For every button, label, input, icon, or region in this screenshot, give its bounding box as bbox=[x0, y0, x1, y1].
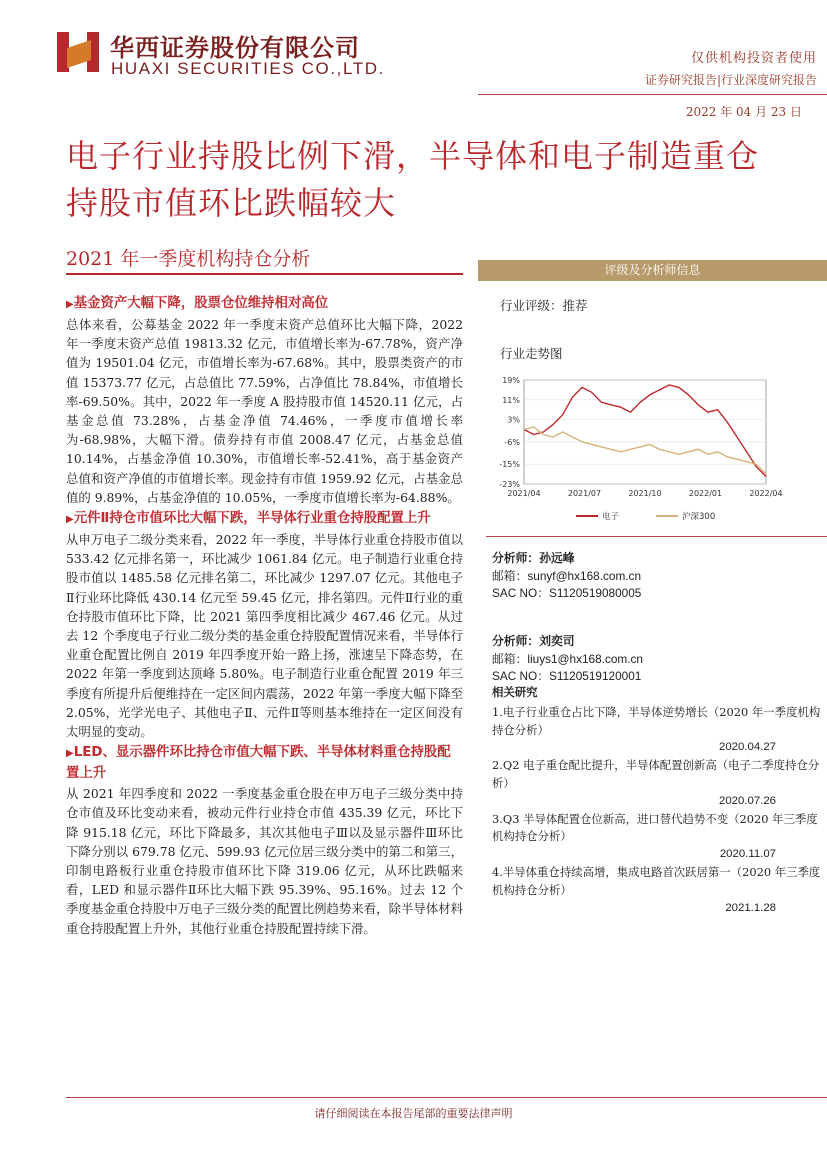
legend-label: 电子 bbox=[602, 512, 620, 522]
analyst-card bbox=[492, 550, 641, 603]
related-item[interactable]: 2.Q2 电子重仓配比提升，半导体配置创新高（电子二季度持仓分析） bbox=[492, 758, 820, 790]
related-date: 2021.1.28 bbox=[725, 901, 776, 914]
analyst-name: 分析师：孙远峰 bbox=[492, 551, 575, 565]
triangle-bullet-icon: ▶ bbox=[66, 299, 74, 310]
page-title: 电子行业持股比例下滑，半导体和电子制造重仓持股市值环比跌幅较大 bbox=[66, 137, 760, 222]
chart-frame bbox=[524, 380, 766, 484]
related-item[interactable]: 1.电子行业重仓占比下降，半导体逆势增长（2020 年一季度机构持仓分析） bbox=[492, 704, 821, 737]
y-tick-label: -15% bbox=[499, 460, 520, 470]
company-logo-icon bbox=[57, 30, 101, 74]
section-body: 从申万电子二级分类来看，2022 年一季度，半导体行业重仓持股市值以 533.42 亿元排名第一，环比减少 1061.84 亿元。电子制造行业重仓持股市值以 1485.58 亿元排名第二，环比减少 1297.07 亿元。其他电子Ⅱ行业环比降低 430.14 亿元至 59.45 亿元，排名第四。元件Ⅱ行业的重仓持股市值环比下降，比 2021 第四季度相比减少 467.46 亿元。从过去 12 个季度电子行业二级分类的基金重仓持股配置情况来看，半导体行业重仓配置比例自 2019 年四季度开始一路上扬，涨速呈下降态势，在 2022 年第一季度到达顶峰 5.80%。电子制造行业重仓配置 2019 年三季度有所提升后便维持在一定区间内震荡，2022 年第一季度大幅下降至 2.05%，光学光电子、其他电子Ⅱ、元件Ⅱ等则基本维持在一定区间没有太明显的变动。 bbox=[66, 532, 463, 740]
y-tick-label: -23% bbox=[499, 480, 520, 489]
y-tick-label: 3% bbox=[507, 415, 520, 425]
series-line-electronics bbox=[524, 385, 766, 477]
section-heading: ▶LED、显示器件环比持仓市值大幅下跌、半导体材料重仓持股配置上升 bbox=[66, 745, 451, 782]
y-tick-label: 11% bbox=[502, 395, 520, 405]
sidebar bbox=[478, 260, 827, 281]
subtitle-divider bbox=[66, 273, 463, 275]
y-tick-label: -6% bbox=[504, 437, 520, 447]
company-name-cn: 华西证券股份有限公司 bbox=[110, 34, 360, 62]
x-tick-label: 2022/04 bbox=[749, 489, 783, 498]
trend-chart bbox=[486, 370, 818, 530]
company-name-en: HUAXI SECURITIES CO.,LTD. bbox=[111, 59, 385, 78]
audience-note: 仅供机构投资者使用 bbox=[690, 51, 817, 66]
related-date: 2020.11.07 bbox=[719, 848, 776, 861]
analyst-name: 分析师：刘奕司 bbox=[492, 634, 575, 648]
footer-divider bbox=[66, 1097, 827, 1098]
header-divider bbox=[478, 94, 827, 95]
section-heading: ▶基金资产大幅下降，股票仓位维持相对高位 bbox=[66, 296, 329, 311]
trend-chart-label: 行业走势图 bbox=[500, 346, 563, 361]
chart-divider bbox=[486, 536, 827, 537]
report-body bbox=[66, 294, 463, 940]
legal-notice: 请仔细阅读在本报告尾部的重要法律声明 bbox=[314, 1107, 513, 1120]
triangle-bullet-icon: ▶ bbox=[66, 514, 74, 526]
analyst-email[interactable]: 邮箱：sunyf@hx168.com.cn bbox=[492, 568, 642, 583]
related-item[interactable]: 3.Q3 半导体配置仓位新高，进口替代趋势不变（2020 年三季度机构持仓分析） bbox=[492, 811, 818, 844]
y-tick-label: 19% bbox=[502, 376, 520, 385]
analyst-sac: SAC NO：S1120519080005 bbox=[492, 586, 642, 600]
analyst-email[interactable]: 邮箱：liuys1@hx168.com.cn bbox=[492, 651, 643, 666]
section-body: 从 2021 年四季度和 2022 一季度基金重仓股在申万电子三级分类中持仓市值及环比变动来看，被动元件行业持仓市值 435.39 亿元，环比下降 915.18 亿元，环比下降最多，其次其他电子Ⅲ以及显示器件Ⅲ环比下降分别以 679.78 亿元、599.93 亿元位居三级分类中的第二和第三，印制电路板行业重仓持股市值环比下降 319.06 亿元，从环比跌幅来看，LED 和显示器件Ⅱ环比大幅下跌 95.39%、95.16%。过去 12 个季度基金重仓持股中万电子三级分类的配置比例趋势来看，除半导体材料重仓持股配置上升外，其他行业重仓持股配置持续下滑。 bbox=[66, 786, 464, 936]
x-tick-label: 2021/04 bbox=[507, 489, 541, 498]
related-item[interactable]: 4.半导体重仓持续高增，集成电路首次跃居第一（2020 年三季度机构持仓分析） bbox=[492, 864, 821, 897]
x-tick-label: 2022/01 bbox=[688, 489, 723, 498]
section-heading: ▶元件Ⅱ持仓市值环比大幅下跌，半导体行业重仓持股配置上升 bbox=[66, 511, 431, 527]
related-date: 2020.07.26 bbox=[718, 794, 776, 807]
series-line-csi300 bbox=[524, 427, 766, 474]
section-body: 总体来看，公募基金 2022 年一季度末资产总值环比大幅下降，2022 年一季度末资产总值 19813.32 亿元，市值增长率为-67.78%，资产净值为 19501.04 亿元，市值增长率为-67.68%。其中，股票类资产的市值 15373.77 亿元，占总值比 77.59%，占净值比 78.84%，市值增长率-69.50%。其中，2022 年一季度 A 股持股市值 14520.11 亿元，占基金总值 73.28%，占基金净值 74.46%，一季度市值增长率为-68.98%，大幅下滑。债券持有市值 2008.47 亿元，占基金总值 10.14%，占基金净值 10.30%，市值增长率-52.41%，高于基金资产总值和资产净值的市值增长率。现金持有市值 1959.92 亿元，占基金总值的 9.89%，占基金净值的 10.05%，一季度市值增长率为-64.88%。 bbox=[66, 317, 463, 505]
related-title: 相关研究 bbox=[492, 685, 538, 699]
x-tick-label: 2021/10 bbox=[628, 489, 662, 498]
sidebar-banner: 评级及分析师信息 bbox=[478, 260, 827, 281]
analyst-card bbox=[492, 633, 643, 686]
related-date: 2020.04.27 bbox=[718, 741, 776, 754]
triangle-bullet-icon: ▶ bbox=[66, 748, 74, 760]
industry-rating: 行业评级：推荐 bbox=[500, 298, 588, 313]
legend-label: 沪深300 bbox=[682, 512, 716, 522]
x-tick-label: 2021/07 bbox=[567, 489, 602, 498]
related-research bbox=[492, 684, 826, 917]
report-type: 证券研究报告|行业深度研究报告 bbox=[644, 73, 817, 87]
page-subtitle: 2021 年一季度机构持仓分析 bbox=[66, 248, 311, 270]
report-date: 2022 年 04 月 23 日 bbox=[685, 105, 802, 119]
analyst-sac: SAC NO：S1120519120001 bbox=[492, 669, 642, 683]
